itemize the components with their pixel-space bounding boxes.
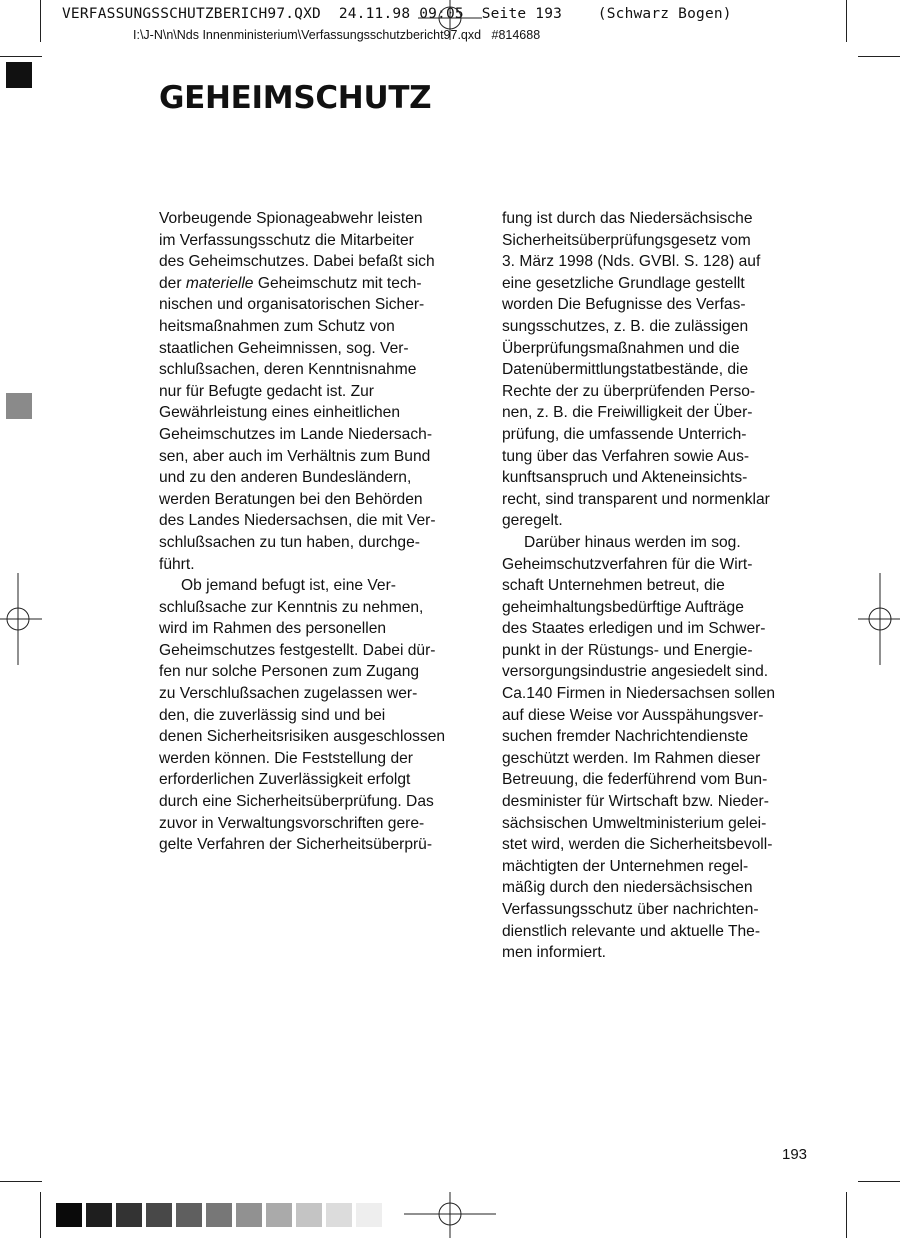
text-line: men informiert.: [502, 944, 606, 962]
page-title: GEHEIMSCHUTZ: [159, 80, 432, 116]
gray-swatch: [56, 1203, 82, 1227]
registration-mark-icon: [418, 0, 482, 46]
crop-mark: [40, 0, 41, 42]
text-line: stet wird, werden die Sicherheitsbevoll-: [502, 836, 773, 854]
text-line: sen, aber auch im Verhältnis zum Bund: [159, 447, 431, 465]
text-line: zu Verschlußsachen zugelassen wer-: [159, 685, 418, 703]
text-line: des Landes Niedersachsen, die mit Ver-: [159, 512, 436, 530]
crop-mark: [846, 1192, 847, 1238]
crop-mark: [0, 56, 42, 57]
crop-mark: [846, 0, 847, 42]
text-line: Sicherheitsüberprüfungsgesetz vom: [502, 231, 751, 249]
text-line: punkt in der Rüstungs- und Energie-: [502, 641, 753, 659]
text-line: prüfung, die umfassende Unterrich-: [502, 425, 747, 443]
text-line: nur für Befugte gedacht ist. Zur: [159, 382, 374, 400]
slug-line: VERFASSUNGSSCHUTZBERICH97.QXD 24.11.98 09:05 Seite 193 (Schwarz Bogen): [62, 6, 732, 22]
crop-mark: [0, 1181, 42, 1182]
text-line: schlußsache zur Kenntnis zu nehmen,: [159, 598, 424, 616]
text-line: geregelt.: [502, 512, 563, 530]
text-line: 3. März 1998 (Nds. GVBl. S. 128) auf: [502, 253, 761, 271]
text-line: mäßig durch den niedersächsischen: [502, 879, 753, 897]
text-line: Gewährleistung eines einheitlichen: [159, 404, 400, 422]
text-line: Geheimschutzes im Lande Niedersach-: [159, 425, 433, 443]
text-line: suchen fremder Nachrichtendienste: [502, 728, 749, 746]
text-line: Ca.140 Firmen in Niedersachsen sollen: [502, 685, 776, 703]
gray-swatch: [356, 1203, 382, 1227]
text-line: nischen und organisatorischen Sicher-: [159, 296, 425, 314]
text-line: Datenübermittlungstatbestände, die: [502, 361, 749, 379]
emphasis-text: materielle: [185, 274, 254, 292]
text-line: tung über das Verfahren sowie Aus-: [502, 447, 750, 465]
text-line: denen Sicherheitsrisiken ausgeschlossen: [159, 728, 446, 746]
text-line: führt.: [159, 555, 195, 573]
text-line: schlußsachen zu tun haben, durchge-: [159, 533, 420, 551]
section-marker-black: [6, 62, 32, 88]
gray-swatch: [206, 1203, 232, 1227]
gray-swatch: [146, 1203, 172, 1227]
gray-swatch: [326, 1203, 352, 1227]
text-line: werden Beratungen bei den Behörden: [159, 490, 423, 508]
text-fragment: der: [159, 274, 186, 292]
text-line: versorgungsindustrie angesiedelt sind.: [502, 663, 769, 681]
text-line: mächtigten der Unternehmen regel-: [502, 857, 749, 875]
text-line: eine gesetzliche Grundlage gestellt: [502, 274, 745, 292]
text-line: Darüber hinaus werden im sog.: [524, 533, 741, 551]
text-line: sächsischen Umweltministerium gelei-: [502, 814, 767, 832]
text-line: Geheimschutzverfahren für die Wirt-: [502, 555, 753, 573]
file-path-line: I:\J-N\n\Nds Innenministerium\Verfassungsschutzbericht97.qxd #814688: [133, 28, 541, 42]
text-line: gelte Verfahren der Sicherheitsüberprü-: [159, 836, 433, 854]
text-line: recht, sind transparent und normenklar: [502, 490, 770, 508]
registration-mark-icon: [856, 573, 900, 665]
gray-swatch: [86, 1203, 112, 1227]
text-line: Überprüfungsmaßnahmen und die: [502, 339, 740, 357]
text-column-left: [159, 208, 471, 856]
text-line: Vorbeugende Spionageabwehr leisten: [159, 210, 423, 227]
text-line: schlußsachen, deren Kenntnisnahme: [159, 361, 417, 379]
text-line: durch eine Sicherheitsüberprüfung. Das: [159, 793, 434, 811]
text-fragment: Geheimschutz mit tech-: [253, 274, 422, 292]
text-line: des Geheimschutzes. Dabei befaßt sich: [159, 253, 435, 271]
text-line: Verfassungsschutz über nachrichten-: [502, 901, 759, 918]
text-line: zuvor in Verwaltungsvorschriften gere-: [159, 814, 425, 832]
text-line: erforderlichen Zuverlässigkeit erfolgt: [159, 771, 411, 789]
text-line: kunftsanspruch und Akteneinsichts-: [502, 469, 748, 487]
registration-mark-icon: [404, 1192, 496, 1238]
text-line: Ob jemand befugt ist, eine Ver-: [181, 577, 396, 595]
text-line: fung ist durch das Niedersächsische: [502, 210, 753, 227]
text-line: desminister für Wirtschaft bzw. Nieder-: [502, 793, 769, 811]
text-line: schaft Unternehmen betreut, die: [502, 577, 725, 595]
text-line: werden können. Die Feststellung der: [159, 749, 413, 767]
text-line: [159, 273, 471, 295]
text-line: auf diese Weise vor Ausspähungsver-: [502, 706, 764, 724]
section-marker-gray: [6, 393, 32, 419]
text-line: Geheimschutzes festgestellt. Dabei dür-: [159, 641, 436, 659]
text-line: Betreuung, die federführend vom Bun-: [502, 771, 768, 789]
crop-mark: [858, 1181, 900, 1182]
registration-mark-icon: [0, 573, 44, 665]
text-line: staatlichen Geheimnissen, sog. Ver-: [159, 339, 409, 357]
gray-swatch: [266, 1203, 292, 1227]
text-column-right: [502, 208, 814, 964]
text-line: dienstlich relevante und aktuelle The-: [502, 922, 761, 940]
text-line: geheimhaltungsbedürftige Aufträge: [502, 598, 744, 616]
text-line: im Verfassungsschutz die Mitarbeiter: [159, 231, 414, 249]
gray-swatch: [116, 1203, 142, 1227]
gray-swatch: [176, 1203, 202, 1227]
gray-swatch: [236, 1203, 262, 1227]
text-line: wird im Rahmen des personellen: [159, 620, 387, 638]
text-line: geschützt werden. Im Rahmen dieser: [502, 749, 761, 767]
text-line: fen nur solche Personen zum Zugang: [159, 663, 420, 681]
text-line: des Staates erledigen und im Schwer-: [502, 620, 766, 638]
page-number: 193: [782, 1146, 808, 1163]
crop-mark: [40, 1192, 41, 1238]
text-line: den, die zuverlässig sind und bei: [159, 706, 386, 724]
text-line: sungsschutzes, z. B. die zulässigen: [502, 317, 749, 335]
text-line: worden Die Befugnisse des Verfas-: [502, 296, 746, 314]
text-line: Rechte der zu überprüfenden Perso-: [502, 382, 756, 400]
text-line: nen, z. B. die Freiwilligkeit der Über-: [502, 404, 753, 422]
crop-mark: [858, 56, 900, 57]
text-line: heitsmaßnahmen zum Schutz von: [159, 317, 395, 335]
gray-swatch: [296, 1203, 322, 1227]
text-line: und zu den anderen Bundesländern,: [159, 469, 412, 487]
